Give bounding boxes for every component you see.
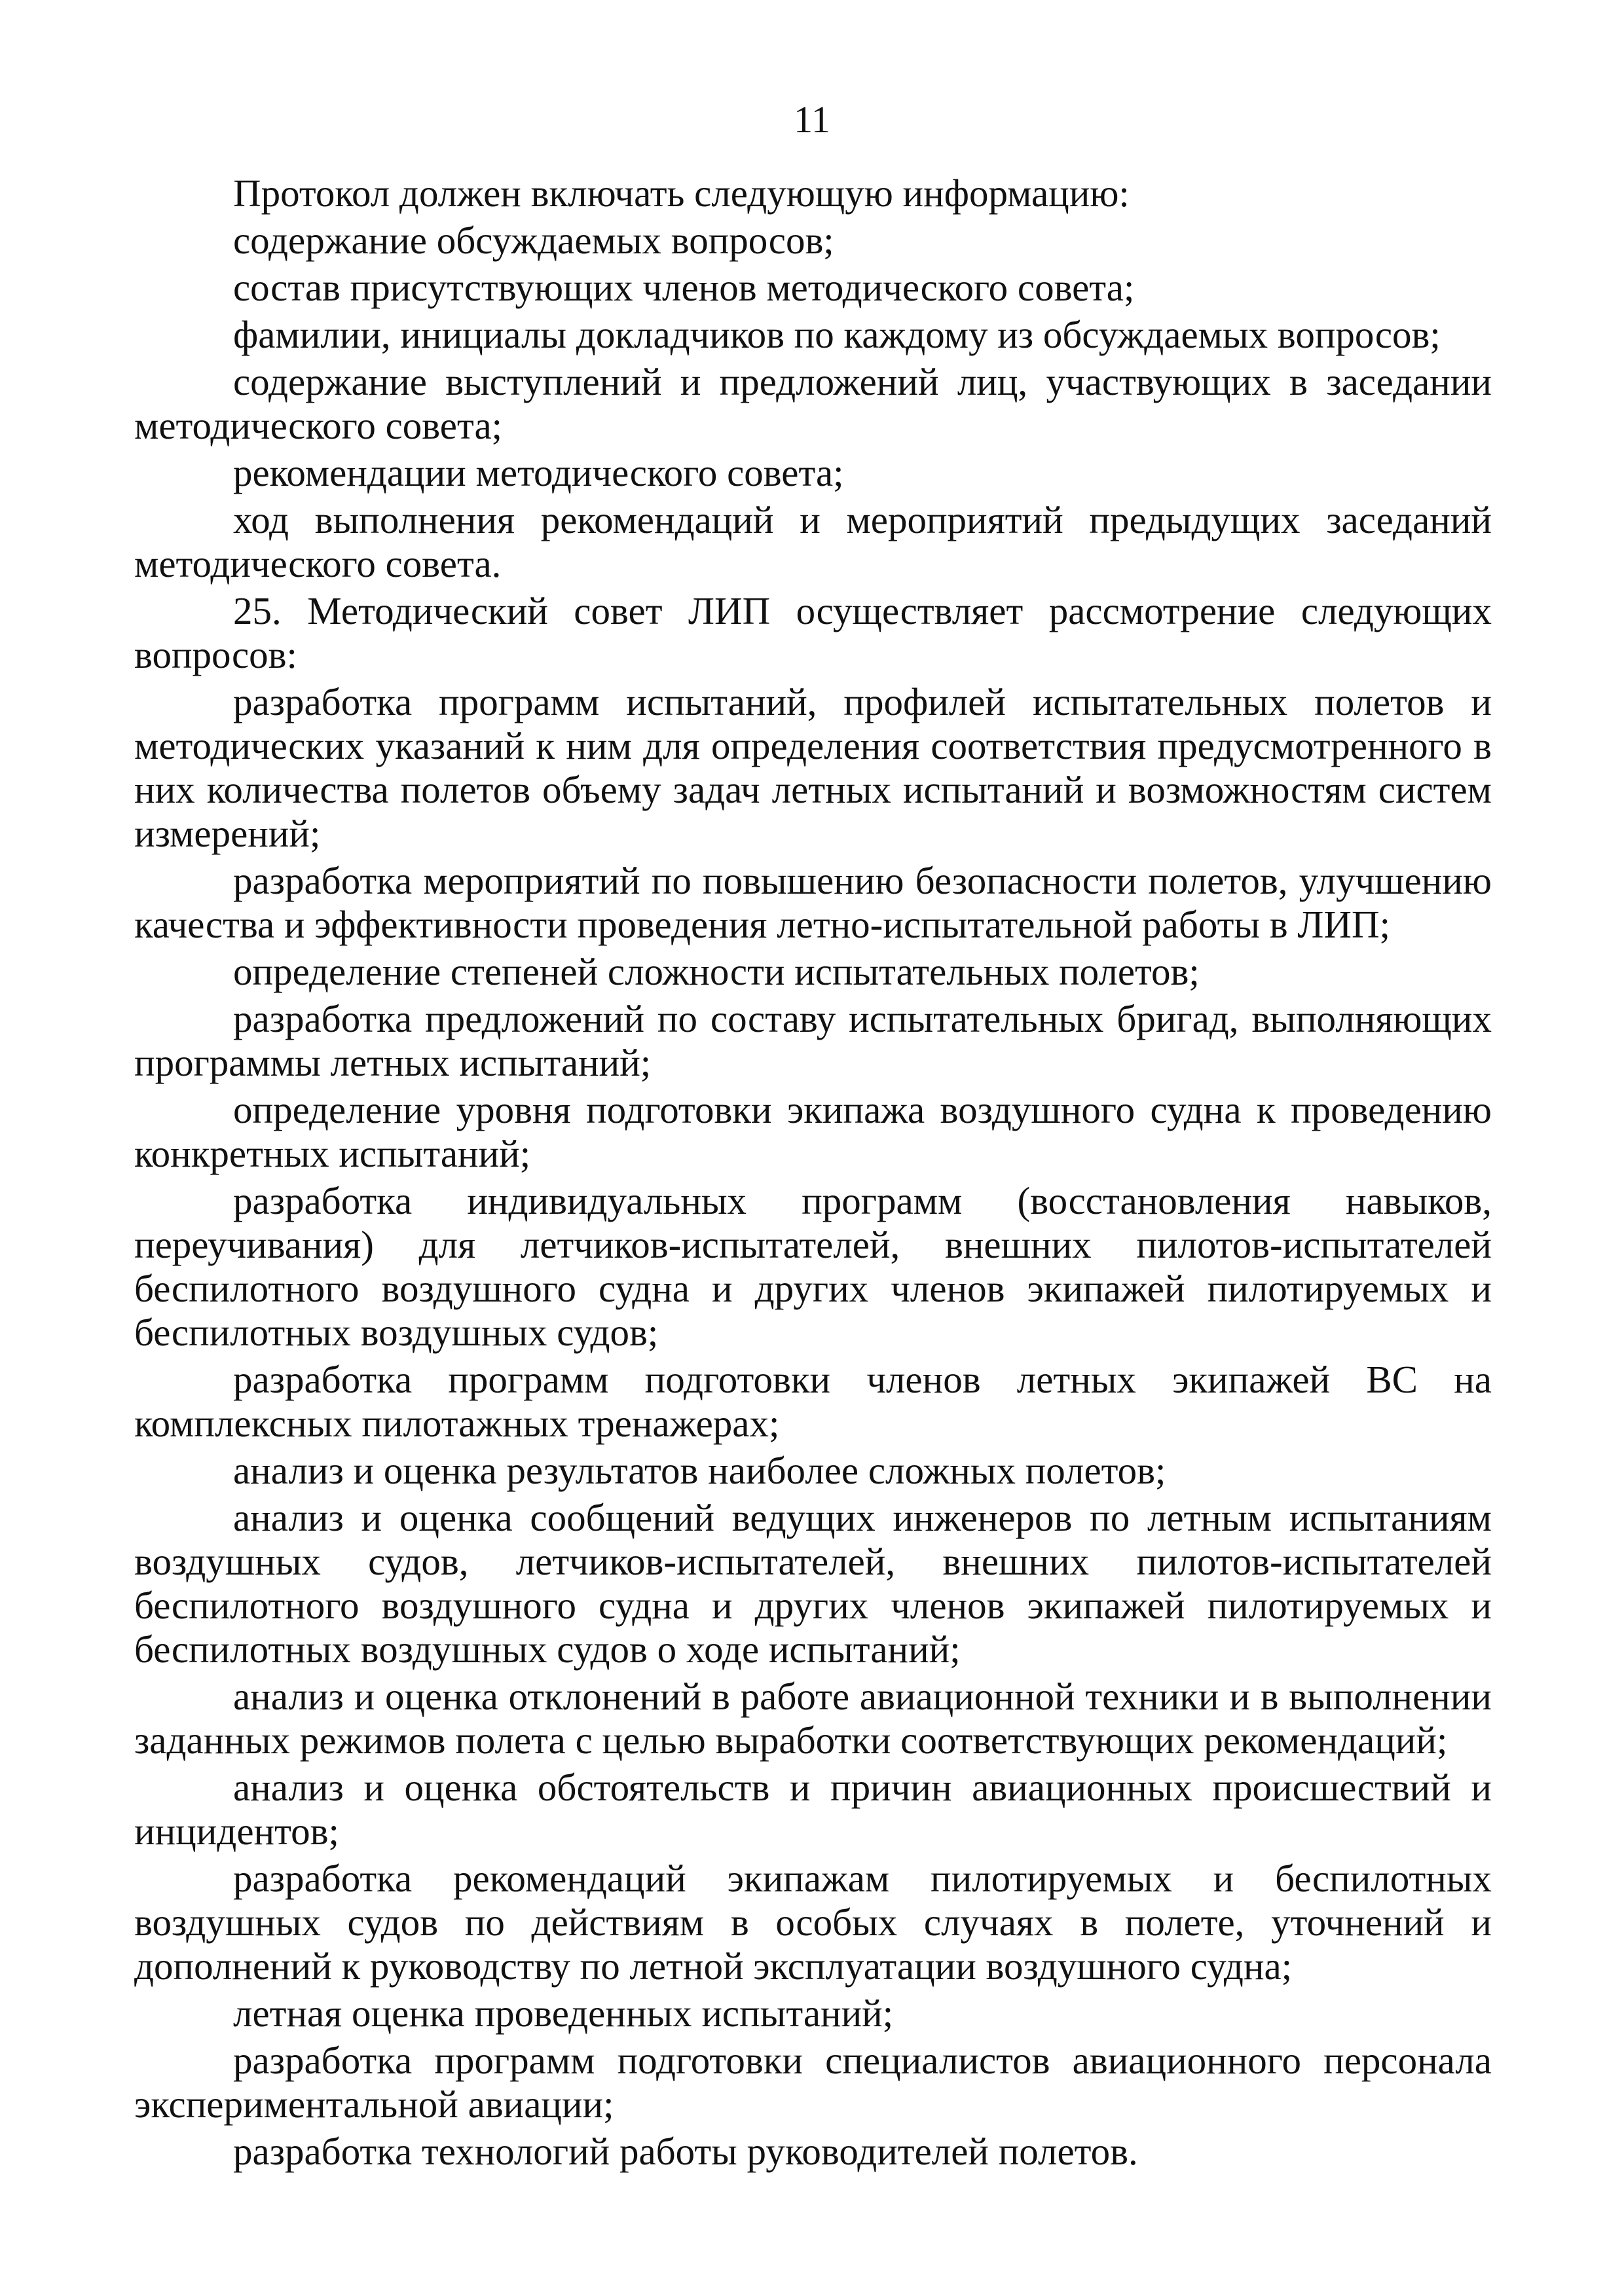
list-item: анализ и оценка результатов наиболее сложных полетов;: [233, 1449, 1166, 1492]
list-item: разработка предложений по составу испытательных бригад, выполняющих программы летных испытаний;: [134, 997, 1492, 1084]
document-body: [134, 172, 1492, 2177]
list-item: определение уровня подготовки экипажа воздушного судна к проведению конкретных испытаний;: [134, 1088, 1492, 1175]
list-item: анализ и оценка обстоятельств и причин авиационных происшествий и инцидентов;: [134, 1766, 1492, 1853]
list-item: ход выполнения рекомендаций и мероприятий предыдущих заседаний методического совета.: [134, 498, 1492, 585]
list-item: разработка индивидуальных программ (восстановления навыков, переучивания) для летчиков-испытателей, внешних пилотов-испытателей беспилотного воздушного судна и других членов экипажей пилотируемых и беспилотных воздушных судов;: [134, 1179, 1492, 1354]
list-item: разработка программ подготовки членов летных экипажей ВС на комплексных пилотажных тренажерах;: [134, 1358, 1492, 1445]
clause-25: 25. Методический совет ЛИП осуществляет рассмотрение следующих вопросов:: [134, 589, 1492, 676]
list-item: разработка программ испытаний, профилей испытательных полетов и методических указаний к ним для определения соответствия предусмотренного в них количества полетов объему задач летных испытаний и возможностям систем измерений;: [134, 680, 1492, 855]
list-item: разработка технологий работы руководителей полетов.: [233, 2130, 1138, 2173]
list-item: анализ и оценка отклонений в работе авиационной техники и в выполнении заданных режимов полета с целью выработки соответствующих рекомендаций;: [134, 1675, 1492, 1762]
list-item: летная оценка проведенных испытаний;: [233, 1992, 894, 2035]
list-item: содержание выступлений и предложений лиц, участвующих в заседании методического совета;: [134, 360, 1492, 447]
list-item: разработка мероприятий по повышению безопасности полетов, улучшению качества и эффективности проведения летно-испытательной работы в ЛИП;: [134, 859, 1492, 946]
list-item: состав присутствующих членов методического совета;: [233, 266, 1135, 309]
list-item: анализ и оценка сообщений ведущих инженеров по летным испытаниям воздушных судов, летчиков-испытателей, внешних пилотов-испытателей беспилотного воздушного судна и других членов экипажей пилотируемых и беспилотных воздушных судов о ходе испытаний;: [134, 1496, 1492, 1671]
list-item: рекомендации методического совета;: [233, 451, 844, 494]
list-item: разработка рекомендаций экипажам пилотируемых и беспилотных воздушных судов по действиям в особых случаях в полете, уточнений и дополнений к руководству по летной эксплуатации воздушного судна;: [134, 1857, 1492, 1988]
paragraph-protocol-intro: Протокол должен включать следующую информацию:: [233, 172, 1130, 215]
list-item: фамилии, инициалы докладчиков по каждому из обсуждаемых вопросов;: [233, 313, 1441, 356]
list-item: определение степеней сложности испытательных полетов;: [233, 950, 1200, 993]
list-item: разработка программ подготовки специалистов авиационного персонала экспериментальной авиации;: [134, 2039, 1492, 2126]
page-number: 11: [794, 98, 830, 141]
list-item: содержание обсуждаемых вопросов;: [233, 219, 834, 262]
